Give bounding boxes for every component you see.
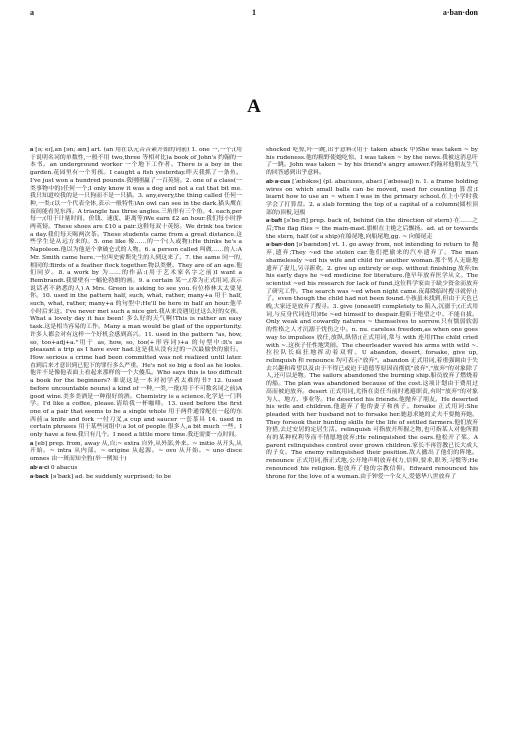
dictionary-entry (30, 474, 242, 482)
entry-headword: a (30, 440, 34, 447)
section-letter: A (247, 96, 261, 117)
dictionary-entry (30, 441, 242, 464)
dictionary-entry (266, 218, 478, 241)
dictionary-entry (266, 242, 478, 481)
entry-text: shocked 吃惊,吓一跳,出乎意料:(用于 taken aback 中)She was taken ~ by his rudeness.他的粗野使她吃惊。I was taken ~ by the news.我被这消息吓了一跳。John was taken ~ by his friend's angry answer.约翰对他朋友生气的回答感到出乎意料。 (266, 147, 478, 177)
dictionary-entry (266, 179, 478, 218)
header-left-guideword: a (30, 8, 34, 17)
entry-text: [eb] prep. from, away 从,自;~ extra 自外,从外部,外来。~ initio 从开头,从开始。~ intra 从内部。~ origine 从起源。~ ovo 从开始。~ uno disce omnes 由一斑而知全豹(举一例知十) (30, 440, 242, 463)
header-right-guideword: a·ban·don (442, 8, 478, 17)
entry-text: [əˈbæk] ad. be suddenly surprised; to be (50, 473, 172, 480)
right-column (266, 147, 478, 717)
page-header (30, 8, 478, 22)
entry-text: [ˈæbəkəs] (pl. abacuses, abaci [ˈæbəsaɪ]) n. 1. a frame holding wires on which small balls can be moved, used for counting 算盘;I learnt how to use an ~ when I was in the primary school.在上小学时我学会了打算盘。2. a slab forming the top of a capital of a column(圆柱顶部的)顶板,冠板 (266, 178, 478, 216)
entry-text: [ə; eɪ],an [ən; æn] art. (an 用在以元音音素开始的词前) 1. one 一,一个;(用于说明名词的单数性,一般不用 two,three 等相对比)a book of John's 约翰的一本书。an underground worker 一个地下工作者。There is a boy in the garden.花园里有一个男孩。I caught a fish yesterday.昨天我抓了一条鱼。I've just won a hundred pounds.我刚刚赢了一百英镑。2. one of a class(一类事物中的)任何一个;I only know it was a dog and not a cat that bit me.我只知道咬我的是一只狗而不是一只猫。3. any,every,the thing called 任何一种,一类:(以一个代表全体,表示一般特性)An owl can see in the dark.猫头鹰在夜间能看见东西。A triangle has three angles.三角形有三个角。4. each,per 每一;(用于计量时间、价钱、速度、距离等)We earn £2 an hour.我们每小时挣两英镑。These shoes are £10 a pair.这鞋每双十英镑。We drink tea twice a day.我们每天喝两次茶。These students came from a great distance.这些学生是从远方来的。5. one like 像……的一个(人或物):He thinks he's a Napoleon.他以为他是个拿破仑式的人物。6. a person called 叫做……的人:A Mr. Smith came here.一位叫史密斯先生的人到这来了。7. the same 同一的,相同的:Birds of a feather flock together.物以类聚。They are of an age.他们同岁。8. a work by 为……的作品:(用于艺术家名字之前)I want a Rembrandt.我要壁有一幅伦勃朗的画。9. a certain 某一,(常为正式用词,表示说话者不熟悉的人) A Mrs. Green is asking to see you.有位格林太太要见你。10. used in the pattern half, such, what, rather, many+a 用于 half, such, what, rather, many+a 的句型中:He'll be here in half an hour.他半小时后来这。I've never met such a nice girl.我从来没遇见过这么好的女孩。What a lovely day it has been! 多么好的天气啊!This is rather an easy task.这是相当容易的工作。Many a man would be glad of the opportunity.许多人都会对有这样一个好机会感到高兴。11. used in the pattern "as, how, so, too+adj+a."用于 as, how, so, too(+形容词)+a 的句型中:It's as pleasant a trip as I have ever had.这是我从没有过的一次最愉快的旅行。How serious a crime had been committed was not realized until later.直到后来才意识到已犯下的罪行多么严重。He's not so big a fool as he looks.他并不是像他表面上看起来那样的一个大傻瓜。Who says this is too difficult a book for the beginners? 谁说这是一本对初学者太难的书? 12. (used before uncountable nouns) a kind of 一种,一类,一批(用于不可数名词之前)A good wine.美多美酒是一种很好的酒。Chemistry is a science.化学是一门科学。I'd like a coffee, please.请给我一杯咖啡。13. used before the first one of a pair that seems to be a single whole 用于两件通常配在一起的东西前:a knife and fork 一付刀叉,a cup and saucer 一套茶具 14. used in certain phrases 用于某些词组中:a lot of people 很多人,a bit much 一些。I only have a few.我只有几个。I need a little more time.我还需要一点时间。 (30, 147, 242, 439)
left-column (30, 147, 242, 717)
entry-text: [əˈbændən] vt. 1. go away from, not intending to return to 抛弃,遗弃;They ~ed the stolen car.他们把偷来的汽车遗弃了。The man shamelessly ~ed his wife and child for another woman.那个男人无耻地遗弃了妻儿,另寻新欢。2. give up entirely or esp. without finishing 放弃;In his early days he ~ed medicine for literature.他早年放弃医学从文。The scientist ~ed his research for lack of fund.这位科学家由于缺少资金而放弃了研究工作。The search was ~ed when night came.夜幕降临时搜寻就停止了。even though the child had not been found.小孩虽未找到,但由于天色已晚,大家还是放弃了搜寻。3. give (oneself) completely to 陷入,沉溺于;(正式用词,与反身代词连用)He ~ed himself to despair.他陷于绝望之中。不能自拔。Only weak and cowardly natures ~ themselves to sorrow.只有懦弱软弱的性格之人才沉溺于忧伤之中。n. nu. careless freedom,as when one goes way to impulses 放任,放纵,纵情;(正式用词,常与 with 连用)The child cried with ~.这孩子任性地哭闹。The cheerleader waved his arms with wild ~.拉拉队长疯狂地挥动着双臂。U abandon, desert, forsake, give up, relinquish 和 renounce 均可表示"放弃"。abandon 正式用词,着重强调由于失去兴趣和希望以及由于不得已或迫于道德等原因而彻底"放弃","放弃"的对象除了人,还可以是物。The sailors abandoned the burning ship.船员放弃了燃烧着的船。The plan was abandoned because of the cost.这项计划由于费用过高而被迫放弃。desert 正式用词,尤指在责任当前时逃避职责,有时"放弃"的对象为人、地方、事业等。He deserted his friends.他抛弃了朋友。He deserted his wife and children.他遗弃了他的妻子和孩子。forsake 正式用词:She pleaded with her husband not to forsake her.她恳求她的丈夫不要抛弃她。They forsook their hunting skills for the life of settled farmers.他们放弃狩猎,去过安居的定居生活。relinquish 可指放开所握之物,也可指某人对他所拥有的某种权利等而不情愿地放弃;He relinquished the oars.他松开了桨。A parent relinquishes control over grown children.家长不再管教已长大成人的子女。The enemy relinquished their position.敌人撤出了他们的阵地。renounce 正式用词,指正式地,公开地声明放弃权力,信仰,要求,职务,习惯等;He renounced his religion.他放弃了他的宗教信仰。Edward renounced his throne for the love of a woman.由于钟爱一个女人,爱德华八世放弃了 (266, 242, 478, 480)
entry-headword: ab·a·ci (30, 464, 49, 471)
entry-headword: a·back (30, 473, 49, 480)
entry-headword: a·baft (266, 218, 283, 225)
entry-headword: a (30, 147, 34, 153)
dictionary-entry (266, 147, 478, 178)
entry-headword: a·ban·don (266, 242, 295, 249)
dictionary-entry (30, 147, 242, 440)
page-number: 1 (252, 8, 256, 17)
entry-text: [əˈbɑːft] prep. back of, behind (in the direction of stern) 在……之后;The flag flies ~ the main-mast.旗帜在主桅之后飘扬。ad. at or towards the stern, half (of a ship)在船尾地,向船尾地,gg. ~ 向船尾走 (266, 218, 478, 240)
entry-text: 0 abacus (50, 464, 78, 471)
entry-headword: ab·a·cus (266, 178, 291, 185)
dictionary-entry (30, 465, 242, 473)
